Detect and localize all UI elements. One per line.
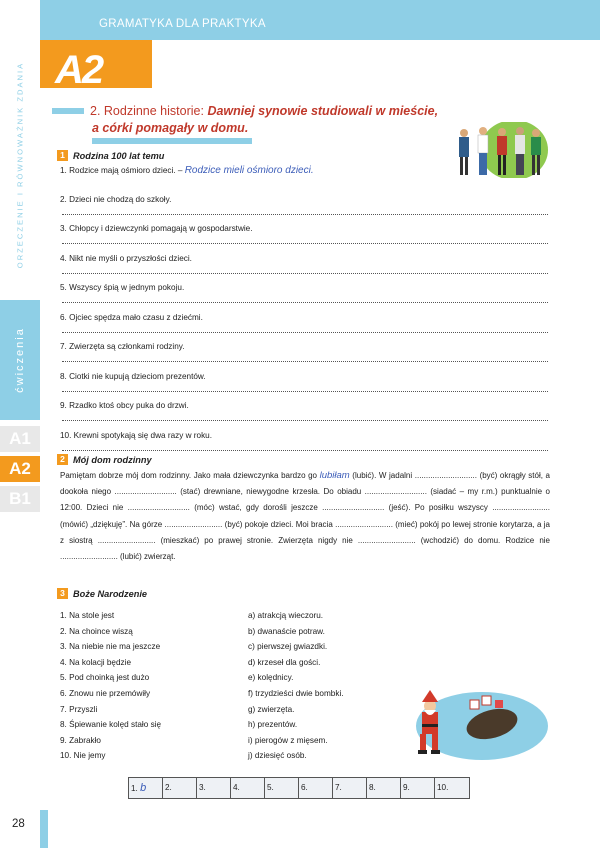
ex1-item: 6. Ojciec spędza mało czasu z dziećmi. <box>60 313 550 343</box>
answer-line[interactable] <box>62 297 548 303</box>
level-b1: B1 <box>0 486 40 512</box>
ex3-title: Boże Narodzenie <box>73 588 148 599</box>
answer-line[interactable] <box>62 268 548 274</box>
level-badge: A2 <box>55 48 103 92</box>
list-item: g) zwierzęta. <box>248 704 295 714</box>
ex2-heading <box>57 454 152 465</box>
list-item: 9. Zabrakło <box>60 735 101 745</box>
answer-cell[interactable]: 8. <box>367 778 401 798</box>
list-item: 8. Śpiewanie kolęd stało się <box>60 720 162 730</box>
page-number: 28 <box>12 818 25 830</box>
side-vertical-label: ORZECZENIE I RÓWNOWAŻNIK ZDANIA <box>15 61 25 269</box>
header-bar <box>40 0 600 40</box>
level-a2: A2 <box>0 456 40 482</box>
ex2-text: Pamiętam dobrze mój dom rodzinny. Jako mała dziewczynka bardzo go lubiłam (lubić). W jadalni ............................ (być) okrągły stół, a dookoła niego ............................ (stać) drewniane, niewygodne krzesła. Do obiadu ............................ (siadać – my r.m.) punktualnie o 12:00. Dzieci nie ............................ (móc) wstać, gdy dorośli jeszcze ............................ (jeść). Po posiłku wszyscy .......................... (mówić) „dziękuję”. Na górze .......................... (być) pokoje dzieci. Moi bracia .......................... (mieć) pokój po lewej stronie korytarza, a ja z siostrą .......................... (mieszkać) po prawej stronie. Zwierzęta nigdy nie .......................... (wchodzić) do domu. Rodzice nie .......................... (lubić) zwierząt. <box>60 470 551 562</box>
list-item: 1. Na stole jest <box>60 611 115 620</box>
list-item: e) kolędnicy. <box>248 673 294 683</box>
page-tab <box>40 810 48 848</box>
answer-line[interactable] <box>62 209 548 215</box>
title-bar-right <box>92 138 252 144</box>
level-a1: A1 <box>0 426 40 452</box>
ex1-item: 3. Chłopcy i dziewczynki pomagają w gospodarstwie. <box>60 224 550 254</box>
ex3-number: 3 <box>57 588 68 599</box>
ex1-item: 1. Rodzice mają ośmioro dzieci. – Rodzice mieli ośmioro dzieci. <box>60 165 314 176</box>
ex1-item: 9. Rzadko ktoś obcy puka do drzwi. <box>60 401 550 431</box>
answer-cell[interactable]: 3. <box>197 778 231 798</box>
ex1-list <box>60 165 550 460</box>
answer-line[interactable] <box>62 445 548 451</box>
ex1-item: 7. Zwierzęta są członkami rodziny. <box>60 342 550 372</box>
answer-cell[interactable]: 7. <box>333 778 367 798</box>
list-item: 5. Pod choinką jest dużo <box>60 673 150 683</box>
ex1-item: 2. Dzieci nie chodzą do szkoły. <box>60 195 550 225</box>
list-item: h) prezentów. <box>248 720 298 730</box>
list-item: 2. Na choince wiszą <box>60 626 133 636</box>
ex3-answer-grid <box>128 777 470 799</box>
list-item: 10. Nie jemy <box>60 751 106 761</box>
ex1-item: 8. Ciotki nie kupują dzieciom prezentów. <box>60 372 550 402</box>
list-item: 6. Znowu nie przemówiły <box>60 688 151 698</box>
list-item: j) dziesięć osób. <box>248 751 307 761</box>
ex1-item: 4. Nikt nie myśli o przyszłości dzieci. <box>60 254 550 284</box>
list-item: i) pierogów z mięsem. <box>248 735 328 745</box>
answer-cell[interactable]: 6. <box>299 778 333 798</box>
answer-line[interactable] <box>62 327 548 333</box>
title-bar-left <box>52 108 84 114</box>
answer-cell[interactable]: 2. <box>163 778 197 798</box>
list-item: 4. Na kolacji będzie <box>60 657 131 667</box>
answer-cell[interactable]: 4. <box>231 778 265 798</box>
answer-cell[interactable]: 10. <box>437 783 449 792</box>
answer-line[interactable] <box>62 356 548 362</box>
answer-line[interactable] <box>62 415 548 421</box>
list-item: a) atrakcją wieczoru. <box>248 611 324 620</box>
ex1-title: Rodzina 100 lat temu <box>73 150 165 161</box>
list-item: d) krzeseł dla gości. <box>248 657 321 667</box>
ex3-heading <box>57 588 147 599</box>
list-item: c) pierwszej gwiazdki. <box>248 642 328 652</box>
answer-cell[interactable]: 9. <box>401 778 435 798</box>
ex2-title: Mój dom rodzinny <box>73 454 152 465</box>
list-item: 3. Na niebie nie ma jeszcze <box>60 642 161 652</box>
answer-cell[interactable]: 5. <box>265 778 299 798</box>
ex2-number: 2 <box>57 454 68 465</box>
header-title: GRAMATYKA DLA PRAKTYKA <box>99 18 266 30</box>
ex1-item: 10. Krewni spotykają się dwa razy w roku. <box>60 431 550 461</box>
list-item: b) dwanaście potraw. <box>248 626 325 636</box>
side-exercises-tab: ćwiczenia <box>0 300 40 420</box>
ex1-answer: Rodzice mieli ośmioro dzieci. <box>184 165 314 176</box>
answer-line[interactable] <box>62 386 548 392</box>
ex3-left-column <box>60 608 230 764</box>
list-item: 7. Przyszli <box>60 704 98 714</box>
santa-illustration <box>400 686 550 766</box>
task-title: 2. Rodzinne historie: Dawniej synowie studiowali w mieście, a córki pomagały w domu. <box>90 104 439 135</box>
ex2-example-answer: lubiłam <box>319 470 350 481</box>
answer-cell[interactable]: 1. b <box>129 778 163 798</box>
answer-line[interactable] <box>62 238 548 244</box>
ex1-number: 1 <box>57 150 68 161</box>
ex1-heading <box>57 150 164 161</box>
list-item: f) trzydzieści dwie bombki. <box>248 688 344 698</box>
ex1-item: 5. Wszyscy śpią w jednym pokoju. <box>60 283 550 313</box>
